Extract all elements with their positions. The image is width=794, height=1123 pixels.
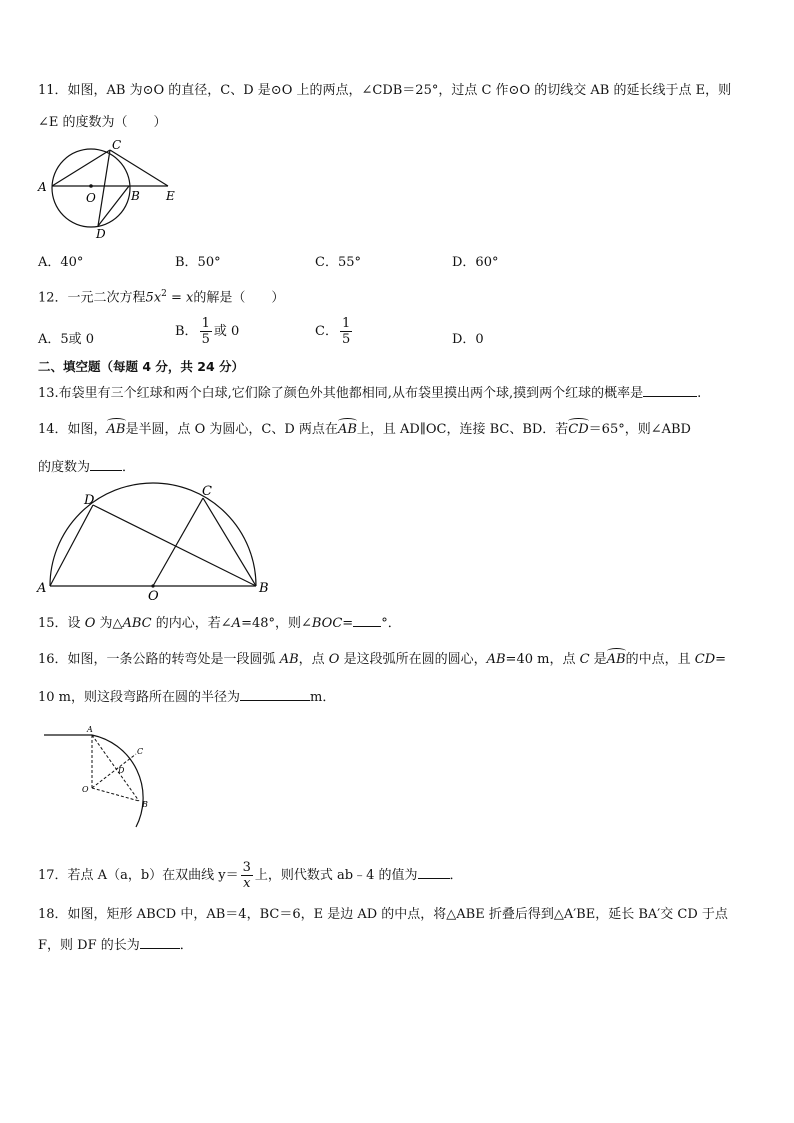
- q11-option-b: B．50°: [175, 255, 221, 270]
- q14-figure: [30, 480, 280, 600]
- section-heading: 二、填空题（每题 4 分，共 24 分）: [38, 359, 245, 374]
- q18-answer-blank: [140, 936, 180, 949]
- q11-line2: ∠E 的度数为（ ）: [38, 115, 167, 130]
- q12-option-c: C． $\frac{1}{5}$: [315, 316, 351, 347]
- q13-answer-blank: [643, 384, 697, 397]
- q17-answer-blank: [418, 866, 450, 879]
- q11-line1: 11．如图，AB 为⊙O 的直径，C、D 是⊙O 上的两点，∠CDB＝25°，过点 C 作⊙O 的切线交 AB 的延长线于点 E，则: [38, 83, 732, 98]
- q16-label-o: O: [82, 785, 89, 794]
- q14-label-b: B: [259, 581, 269, 596]
- q16-line1: 16．如图，一条公路的转弯处是一段圆弧 AB，点 O 是这段弧所在圆的圆心，AB=40 m，点 C 是AB的中点，且 CD=: [38, 652, 727, 667]
- q14-line2: 的度数为 ．: [38, 460, 136, 475]
- q16-line2: 10 m，则这段弯路所在圆的半径为 m．: [38, 690, 336, 705]
- q11-option-a: A．40°: [38, 255, 84, 270]
- q16-label-d: D: [118, 766, 125, 775]
- q11-label-o: O: [86, 191, 96, 205]
- q11-figure: [30, 136, 190, 246]
- q11-option-c: C．55°: [315, 255, 361, 270]
- q14-label-d: D: [84, 493, 95, 508]
- q16-figure: [40, 722, 170, 837]
- q11-label-e: E: [166, 189, 175, 203]
- q12-option-d: D．0: [452, 332, 484, 347]
- q12-option-b: B． $\frac{1}{5}$ 或 0: [175, 316, 240, 347]
- q14-answer-blank: [90, 458, 122, 471]
- q16-answer-blank: [240, 688, 310, 701]
- q14-label-o: O: [148, 589, 159, 600]
- q18-line2: F，则 DF 的长为 ．: [38, 938, 193, 953]
- q12-option-a: A．5或 0: [38, 332, 95, 347]
- q14-label-c: C: [202, 484, 212, 499]
- q14-line1: 14．如图，AB是半圆，点 O 为圆心，C、D 两点在AB上，且 AD∥OC，连接 BC、BD．若CD＝65°，则∠ABD: [38, 422, 691, 437]
- q13-stem: 13.布袋里有三个红球和两个白球,它们除了颜色外其他都相同,从布袋里摸出两个球,摸到两个红球的概率是 .: [38, 386, 702, 401]
- q11-label-d: D: [96, 227, 106, 241]
- q11-label-a: A: [38, 180, 47, 194]
- q14-label-a: A: [37, 581, 47, 596]
- q16-label-c: C: [137, 747, 144, 756]
- q11-label-b: B: [131, 189, 140, 203]
- q16-label-a: A: [87, 725, 93, 734]
- q11-label-c: C: [112, 138, 122, 152]
- q15-stem: 15．设 O 为△ABC 的内心，若∠A=48°，则∠BOC= °．: [38, 616, 401, 631]
- q12-stem: 12．一元二次方程$5x^2 = x$的解是（ ）: [38, 289, 285, 306]
- q11-option-d: D．60°: [452, 255, 499, 270]
- q15-answer-blank: [353, 614, 381, 627]
- q16-label-b: B: [142, 800, 148, 809]
- q18-line1: 18．如图，矩形 ABCD 中，AB＝4，BC＝6，E 是边 AD 的中点，将△ABE 折叠后得到△A′BE，延长 BA′交 CD 于点: [38, 907, 728, 922]
- q17-stem: 17．若点 A（a，b）在双曲线 y＝ $\frac{3}{x}$ 上，则代数式 ab﹣4 的值为 ．: [38, 860, 463, 891]
